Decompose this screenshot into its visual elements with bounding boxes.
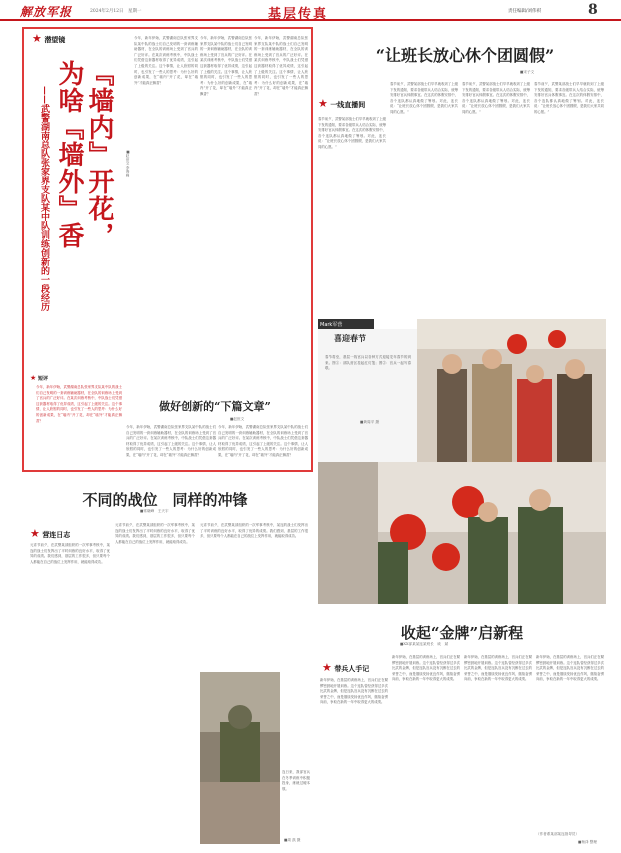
bottom-body-col-4: 新年伊始，在基层的训练场上，官兵们正在紧锣密鼓地开展训练。这个连队曾经获得过多次比武的金牌，但是连队官兵没有沉醉在过去的荣誉之中，而是继续发扬优良作风，继续奋勇向前，争取在新的一年中取得更大的成绩。 [536, 655, 604, 682]
main-column-tag [318, 97, 365, 110]
bottom-footer-note: （作者系某部某连指导员） [536, 832, 580, 836]
festival-photo-top [417, 319, 606, 462]
box-body-col-1: 今年，新年伊始，武警湖南总队张家界支队某中队的战士们自己发明的一套训练辅助器材，在全队的训练场上受到了官兵的广泛好评。在某次训练考核中，中队战士们凭借这套器材取得了优异成绩，这引起了上级的关注。这个事情，让人欣慰的同时，也引发了一些人的思考：为什么好的创新成果，在“墙内”开了花，却在“墙外”才能真正飘香？ [134, 36, 198, 85]
star-icon: ★ [30, 527, 40, 540]
main-body-col-4: 春节前夕，武警某部战士们早早就收到了上级下发的通知，要求各级带兵人结合实际，统筹安排好官兵休假事宜。在这次的休假安排中，各个连队都认真地做了筹划。对此，连长说：“让班长放心休个团圆假，是我们大家共同的心愿。” [534, 82, 604, 114]
headline-line-2: 为啥『墙外』香 [54, 60, 84, 249]
box-body-col-3: 今年，新年伊始，武警湖南总队张家界支队某中队的战士们自己发明的一套训练辅助器材，在全队的训练场上受到了官兵的广泛好评。在某次训练考核中，中队战士们凭借这套器材取得了优异成绩，这引起了上级的关注。这个事情，让人欣慰的同时，也引发了一些人的思考：为什么好的创新成果，在“墙内”开了花，却在“墙外”才能真正飘香？ [254, 36, 308, 96]
main-body-col-1: 春节前夕，武警某部战士们早早就收到了上级下发的通知，要求各级带兵人结合实际，统筹安排好官兵休假事宜。在这次的休假安排中，各个连队都认真地做了筹划。对此，连长说：“让班长放心休个团圆假，是我们大家共同的心愿。” [318, 117, 386, 149]
box-byline: ■赵世文 李海峰 [126, 150, 130, 177]
bottom-body-col-1: 新年伊始，在基层的训练场上，官兵们正在紧锣密鼓地开展训练。这个连队曾经获得过多次比武的金牌，但是连队官兵没有沉醉在过去的荣誉之中，而是继续发扬优良作风，继续奋勇向前，争取在新的一年中取得更大的成绩。 [320, 678, 388, 705]
bottom-column-tag-label: 带兵人手记 [334, 665, 370, 673]
short-comment-tag-label: 短评 [38, 376, 49, 382]
middle-column-tag [30, 527, 70, 540]
main-column-tag-label: 一线直播间 [330, 101, 366, 109]
festival-photo-top-art [417, 319, 606, 462]
issue-date: 2024年2月12日 星期一 [90, 9, 142, 14]
photo-credit: ■黄周平 摄 [360, 420, 379, 424]
bottom-headline: 收起“金牌”启新程 [400, 624, 524, 642]
star-icon: ★ [322, 661, 332, 674]
headline-subtitle: ——武警湖南总队张家界支队某中队训练创新的一段经历 [39, 86, 49, 311]
box-tag [32, 32, 65, 45]
bottom-byline: ■XX部某某连某班长 戚 斌 [400, 642, 449, 646]
bottom-body-col-3: 新年伊始，在基层的训练场上，官兵们正在紧锣密鼓地开展训练。这个连队曾经获得过多次比武的金牌，但是连队官兵没有沉醉在过去的荣誉之中，而是继续发扬优良作风，继续奋勇向前，争取在新的一年中取得更大的成绩。 [464, 655, 532, 682]
main-byline: ■宋子文 [520, 70, 535, 74]
page-number: 8 [588, 2, 598, 18]
training-photo-art [200, 672, 280, 844]
middle-headline: 不同的战位 同样的冲锋 [82, 491, 248, 509]
photo-section-title: 喜迎春节 [334, 333, 366, 343]
training-photo-caption: 连日来，我部官兵在冬季训练中积极投身，练就过硬本领。 [282, 770, 310, 791]
middle-body-col-1: 元宵节前夕，在武警某部组织的一次军事考核中，某连的战士们发挥出了平时训练的良好水平，取得了优异的成绩。我们感到，基层的工作很多，但只要每个人都能在自己的战位上发挥作用，就能取得成功。 [30, 543, 110, 564]
main-body-col-2: 春节前夕，武警某部战士们早早就收到了上级下发的通知，要求各级带兵人结合实际，统筹安排好官兵休假事宜。在这次的休假安排中，各个连队都认真地做了筹划。对此，连长说：“让班长放心休个团圆假，是我们大家共同的心愿。” [390, 82, 458, 114]
main-headline: “让班长放心休个团圆假” [375, 46, 555, 65]
photo-caption: 春节将至，基层一线官兵以各种方式迎接龙年春节的到来。图①：部队营区挂起红灯笼；图②：官兵一起写春联。 [325, 355, 411, 371]
short-comment-tag [30, 374, 48, 382]
festival-photo-bottom-art [318, 462, 606, 604]
box-tag-label: 潜望镜 [44, 36, 66, 44]
star-icon: ★ [30, 374, 37, 382]
bottom-body-col-2: 新年伊始，在基层的训练场上，官兵们正在紧锣密鼓地开展训练。这个连队曾经获得过多次比武的金牌，但是连队官兵没有沉醉在过去的荣誉之中，而是继续发扬优良作风，继续奋勇向前，争取在新的一年中取得更大的成绩。 [392, 655, 460, 682]
headline-line-1: 『墙内』开花， [84, 60, 114, 249]
star-icon: ★ [32, 32, 42, 45]
short-comment-body-2: 今年，新年伊始，武警湖南总队张家界支队某中队的战士们自己发明的一套训练辅助器材，在全队的训练场上受到了官兵的广泛好评。在某次训练考核中，中队战士们凭借这套器材取得了优异成绩，这引起了上级的关注。这个事情，让人欣慰的同时，也引发了一些人的思考：为什么好的创新成果，在“墙内”开了花，却在“墙外”才能真正飘香？ [218, 425, 308, 457]
short-comment-lead: 今年，新年伊始，武警湖南总队张家界支队某中队的战士们自己发明的一套训练辅助器材，在全队的训练场上受到了官兵的广泛好评。在某次训练考核中，中队战士们凭借这套器材取得了优异成绩，这引起了上级的关注。这个事情，让人欣慰的同时，也引发了一些人的思考：为什么好的创新成果，在“墙内”开了花，却在“墙外”才能真正飘香？ [36, 385, 122, 423]
photo-section-tag: Mark军营 [318, 319, 374, 329]
bottom-signature: ■杨泽 整理 [578, 840, 597, 844]
training-photo-credit: ■周 凯 摄 [284, 838, 301, 842]
star-icon: ★ [318, 97, 328, 110]
section-title: 基层传真 [268, 7, 329, 22]
editor-credit: 责任编辑/刘伟祺 [508, 9, 542, 14]
bottom-column-tag [322, 661, 369, 674]
short-comment-byline: ■赵世文 [230, 417, 245, 421]
box-body-col-2: 今年，新年伊始，武警湖南总队张家界支队某中队的战士们自己发明的一套训练辅助器材，在全队的训练场上受到了官兵的广泛好评。在某次训练考核中，中队战士们凭借这套器材取得了优异成绩，这引起了上级的关注。这个事情，让人欣慰的同时，也引发了一些人的思考：为什么好的创新成果，在“墙内”开了花，却在“墙外”才能真正飘香？ [200, 36, 252, 96]
festival-photo-bottom [318, 462, 606, 604]
middle-column-tag-label: 营连日志 [42, 531, 71, 539]
newspaper-logo: 解放军报 [20, 5, 73, 19]
middle-body-col-2: 元宵节前夕，在武警某部组织的一次军事考核中，某连的战士们发挥出了平时训练的良好水平，取得了优异的成绩。我们感到，基层的工作很多，但只要每个人都能在自己的战位上发挥作用，就能取得成功。 [115, 523, 195, 544]
middle-byline: ■常晓峰 王天宇 [140, 509, 169, 513]
middle-body-col-3: 元宵节前夕，在武警某部组织的一次军事考核中，某连的战士们发挥出了平时训练的良好水平，取得了优异的成绩。我们感到，基层的工作很多，但只要每个人都能在自己的战位上发挥作用，就能取得成功。 [200, 523, 308, 539]
main-body-col-3: 春节前夕，武警某部战士们早早就收到了上级下发的通知，要求各级带兵人结合实际，统筹安排好官兵休假事宜。在这次的休假安排中，各个连队都认真地做了筹划。对此，连长说：“让班长放心休个团圆假，是我们大家共同的心愿。” [462, 82, 530, 114]
short-comment-body-1: 今年，新年伊始，武警湖南总队张家界支队某中队的战士们自己发明的一套训练辅助器材，在全队的训练场上受到了官兵的广泛好评。在某次训练考核中，中队战士们凭借这套器材取得了优异成绩，这引起了上级的关注。这个事情，让人欣慰的同时，也引发了一些人的思考：为什么好的创新成果，在“墙内”开了花，却在“墙外”才能真正飘香？ [126, 425, 216, 457]
training-photo [200, 672, 280, 844]
short-comment-title: 做好创新的“下篇文章” [159, 400, 271, 413]
headline-block [54, 60, 118, 350]
